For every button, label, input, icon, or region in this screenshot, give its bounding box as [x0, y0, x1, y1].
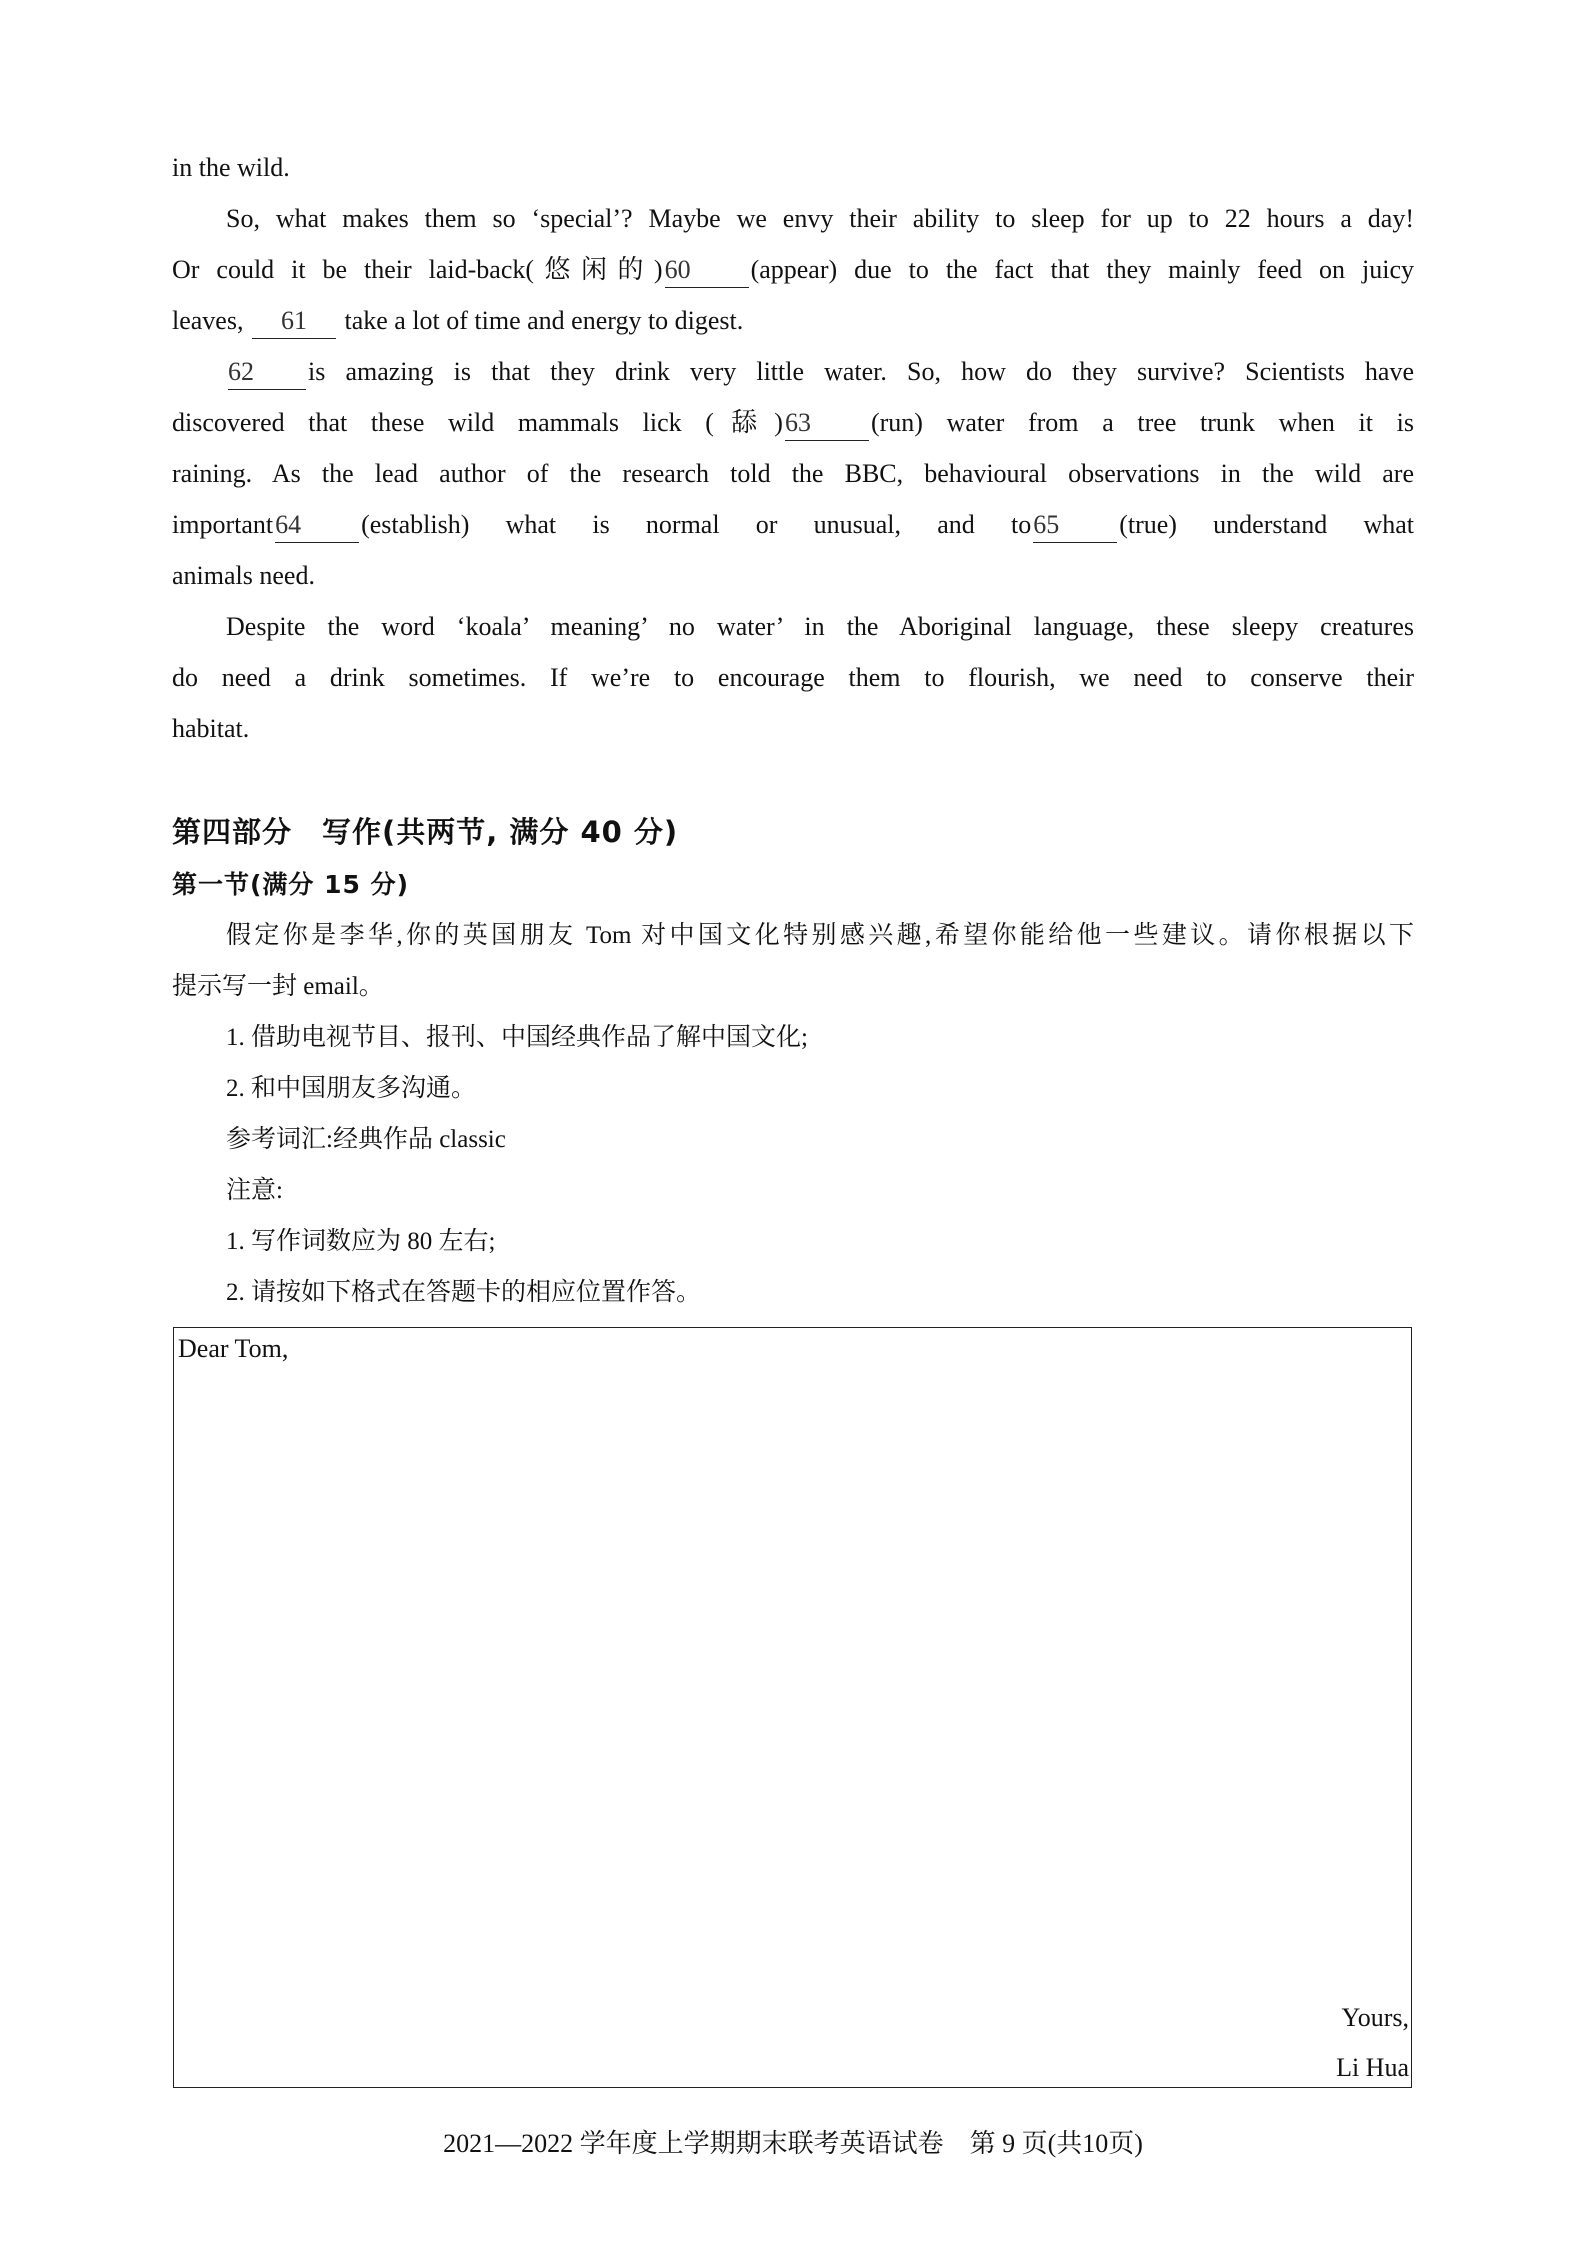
part-four-heading: 第四部分 写作(共两节, 满分 40 分) — [172, 815, 679, 849]
passage-text: Or could it be their laid-back(悠闲的) — [172, 255, 663, 284]
page-footer: 2021—2022 学年度上学期期末联考英语试卷 第 9 页(共10页) — [443, 2129, 1143, 2158]
passage-line-12 — [172, 703, 1414, 754]
prompt-text: 提示写一封 email。 — [172, 973, 384, 1000]
letter-greeting: Dear Tom, — [178, 1334, 289, 1363]
blank-63[interactable]: 63 — [785, 406, 869, 441]
passage-line-7 — [172, 448, 1414, 499]
passage-text: (true) understand what — [1119, 510, 1415, 539]
prompt-line-1 — [226, 910, 1414, 961]
passage-line-2 — [226, 193, 1414, 244]
letter-answer-box[interactable] — [173, 1327, 1412, 2088]
passage-text: is amazing is that they drink very little water. So, how do they survive? Scientists have — [308, 357, 1414, 386]
passage-line-5 — [226, 346, 1414, 397]
passage-text: do need a drink sometimes. If we’re to encourage them to flourish, we need to conserve their — [172, 663, 1414, 692]
blank-61[interactable]: 61 — [252, 304, 336, 339]
passage-line-4 — [172, 295, 1414, 346]
passage-text: So, what makes them so ‘special’? Maybe we envy their ability to sleep for up to 22 hours a day! — [226, 204, 1414, 233]
passage-line-1 — [172, 142, 1414, 193]
passage-line-8 — [172, 499, 1414, 550]
prompt-point-1: 1. 借助电视节目、报刊、中国经典作品了解中国文化; — [226, 1024, 808, 1051]
reference-vocabulary: 参考词汇:经典作品 classic — [226, 1126, 506, 1153]
note-title: 注意: — [226, 1177, 283, 1204]
note-1: 1. 写作词数应为 80 左右; — [226, 1228, 496, 1255]
note-2: 2. 请按如下格式在答题卡的相应位置作答。 — [226, 1279, 702, 1306]
passage-line-6 — [172, 397, 1414, 448]
passage-text: take a lot of time and energy to digest. — [344, 306, 744, 335]
prompt-point-2: 2. 和中国朋友多沟通。 — [226, 1075, 477, 1102]
section-one-heading: 第一节(满分 15 分) — [172, 870, 410, 899]
passage-text: animals need. — [172, 561, 315, 590]
prompt-line-2 — [172, 961, 1414, 1012]
passage-text: leaves, — [172, 306, 244, 335]
passage-line-3 — [172, 244, 1414, 295]
letter-signature: Li Hua — [1336, 2053, 1409, 2082]
passage-text: (run) water from a tree trunk when it is — [870, 408, 1414, 437]
passage-text: important — [172, 510, 274, 539]
passage-text: raining. As the lead author of the research told the BBC, behavioural observations in the wild are — [172, 459, 1414, 488]
passage-text: in the wild. — [172, 153, 290, 182]
blank-65[interactable]: 65 — [1033, 508, 1117, 543]
prompt-text: 假定你是李华,你的英国朋友 Tom 对中国文化特别感兴趣,希望你能给他一些建议。请你根据以下 — [226, 922, 1414, 949]
passage-line-11 — [172, 652, 1414, 703]
passage-text: (appear) due to the fact that they mainly feed on juicy — [750, 255, 1414, 284]
blank-62[interactable]: 62 — [228, 355, 306, 390]
blank-60[interactable]: 60 — [665, 253, 749, 288]
passage-line-9 — [172, 550, 1414, 601]
passage-text: discovered that these wild mammals lick (舔) — [172, 408, 783, 437]
passage-text: (establish) what is normal or unusual, and to — [361, 510, 1032, 539]
passage-text: habitat. — [172, 714, 250, 743]
blank-64[interactable]: 64 — [275, 508, 359, 543]
letter-closing: Yours, — [1341, 2003, 1409, 2032]
passage-text: Despite the word ‘koala’ meaning’ no water’ in the Aboriginal language, these sleepy creatures — [226, 612, 1414, 641]
passage-line-10 — [226, 601, 1414, 652]
